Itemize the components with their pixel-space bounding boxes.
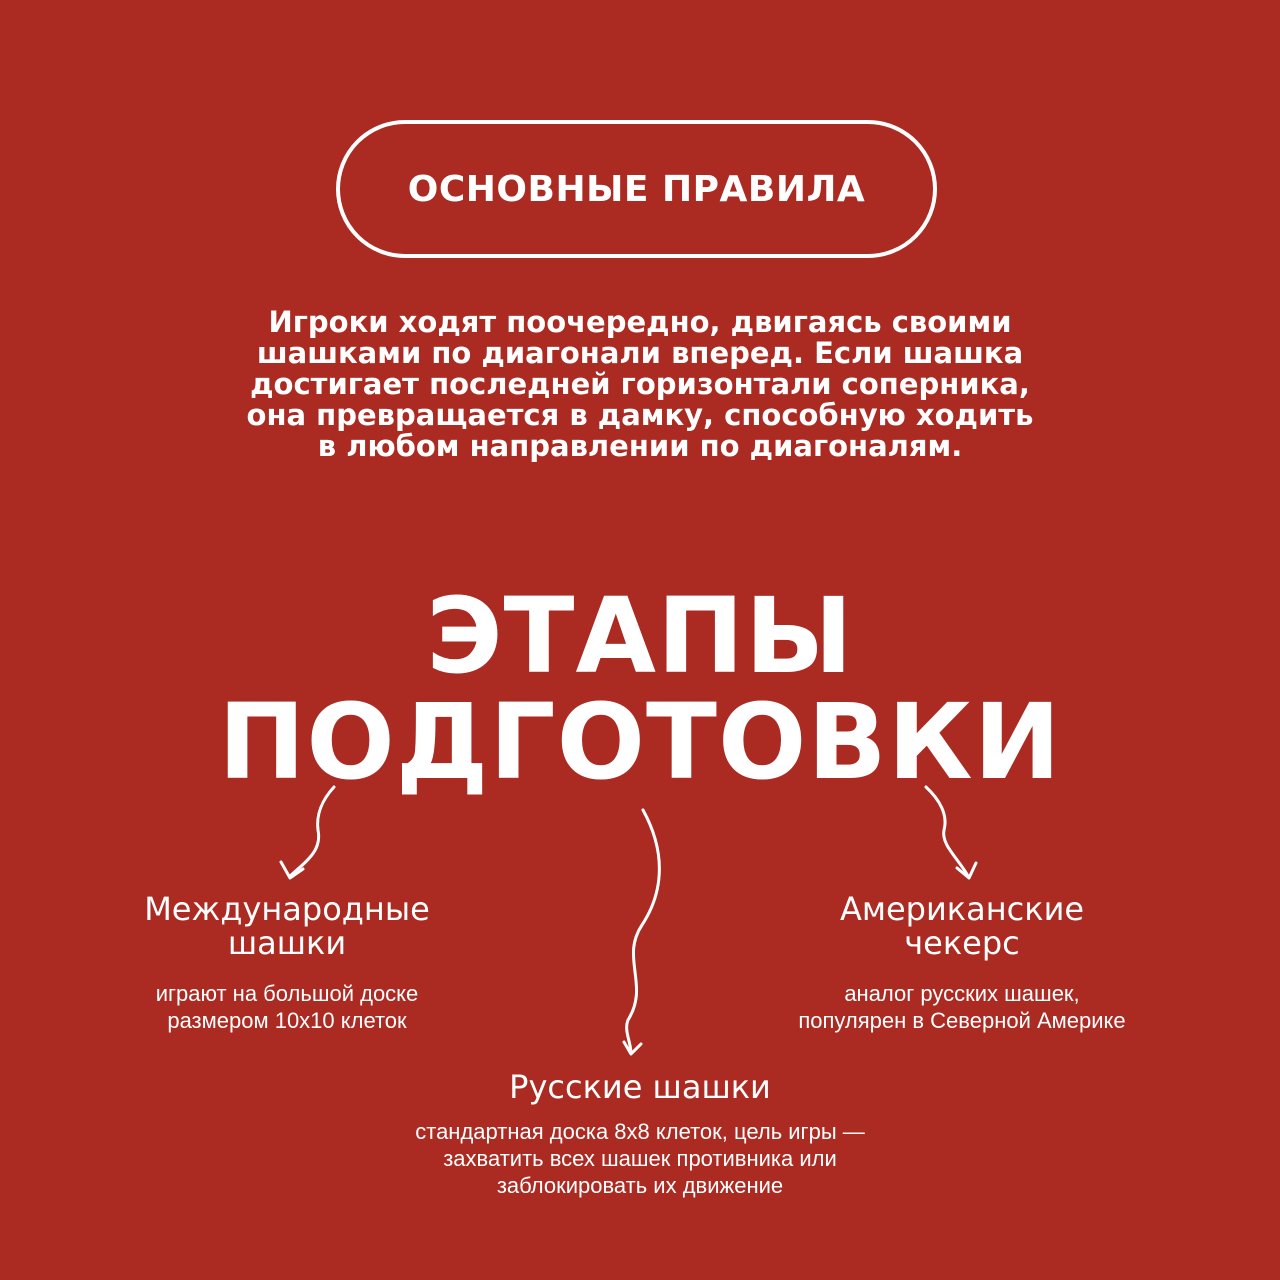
variant-desc-line: заблокировать их движение [496,1173,784,1198]
variant-title [290,1070,990,1104]
heading-line-2: ПОДГОТОВКИ [218,681,1062,803]
variant-title-line: чекерс [904,924,1020,962]
intro-line: шашками по диагонали вперед. Если шашка [256,336,1024,370]
arrow-center-icon [624,810,659,1054]
variant-title-line: шашки [227,924,347,962]
rules-badge-label: ОСНОВНЫЕ ПРАВИЛА [407,168,866,210]
variant-desc-line: стандартная доска 8x8 клеток, цель игры — [415,1119,865,1144]
variant-title [732,892,1192,960]
variant-desc-line: популярен в Северной Америке [798,1008,1126,1033]
variant-desc-line: размером 10x10 клеток [167,1008,407,1033]
variant-desc-line: играют на большой доске [155,981,419,1006]
variant-description [732,980,1192,1034]
variant-title-line: Международные [144,890,430,928]
variant-title [87,892,487,960]
variant-american [732,892,1192,1034]
variant-description [87,980,487,1034]
variant-russian [290,1070,990,1199]
variant-desc-line: аналог русских шашек, [844,981,1080,1006]
variant-title-line: Американские [839,890,1085,928]
variant-description [290,1118,990,1199]
arrow-right-icon [926,787,976,878]
intro-line: достигает последней горизонтали соперника, [250,367,1030,401]
intro-line: она превращается в дамку, способную ходить [246,398,1034,432]
intro-line: Игроки ходят поочередно, двигаясь своими [268,305,1012,339]
variant-title-line: Русские шашки [509,1068,771,1106]
variant-international [87,892,487,1034]
intro-line: в любом направлении по диагоналям. [317,429,963,463]
arrow-left-icon [281,787,334,878]
heading-line-1: ЭТАПЫ [426,575,854,697]
variant-desc-line: захватить всех шашек противника или [443,1146,837,1171]
